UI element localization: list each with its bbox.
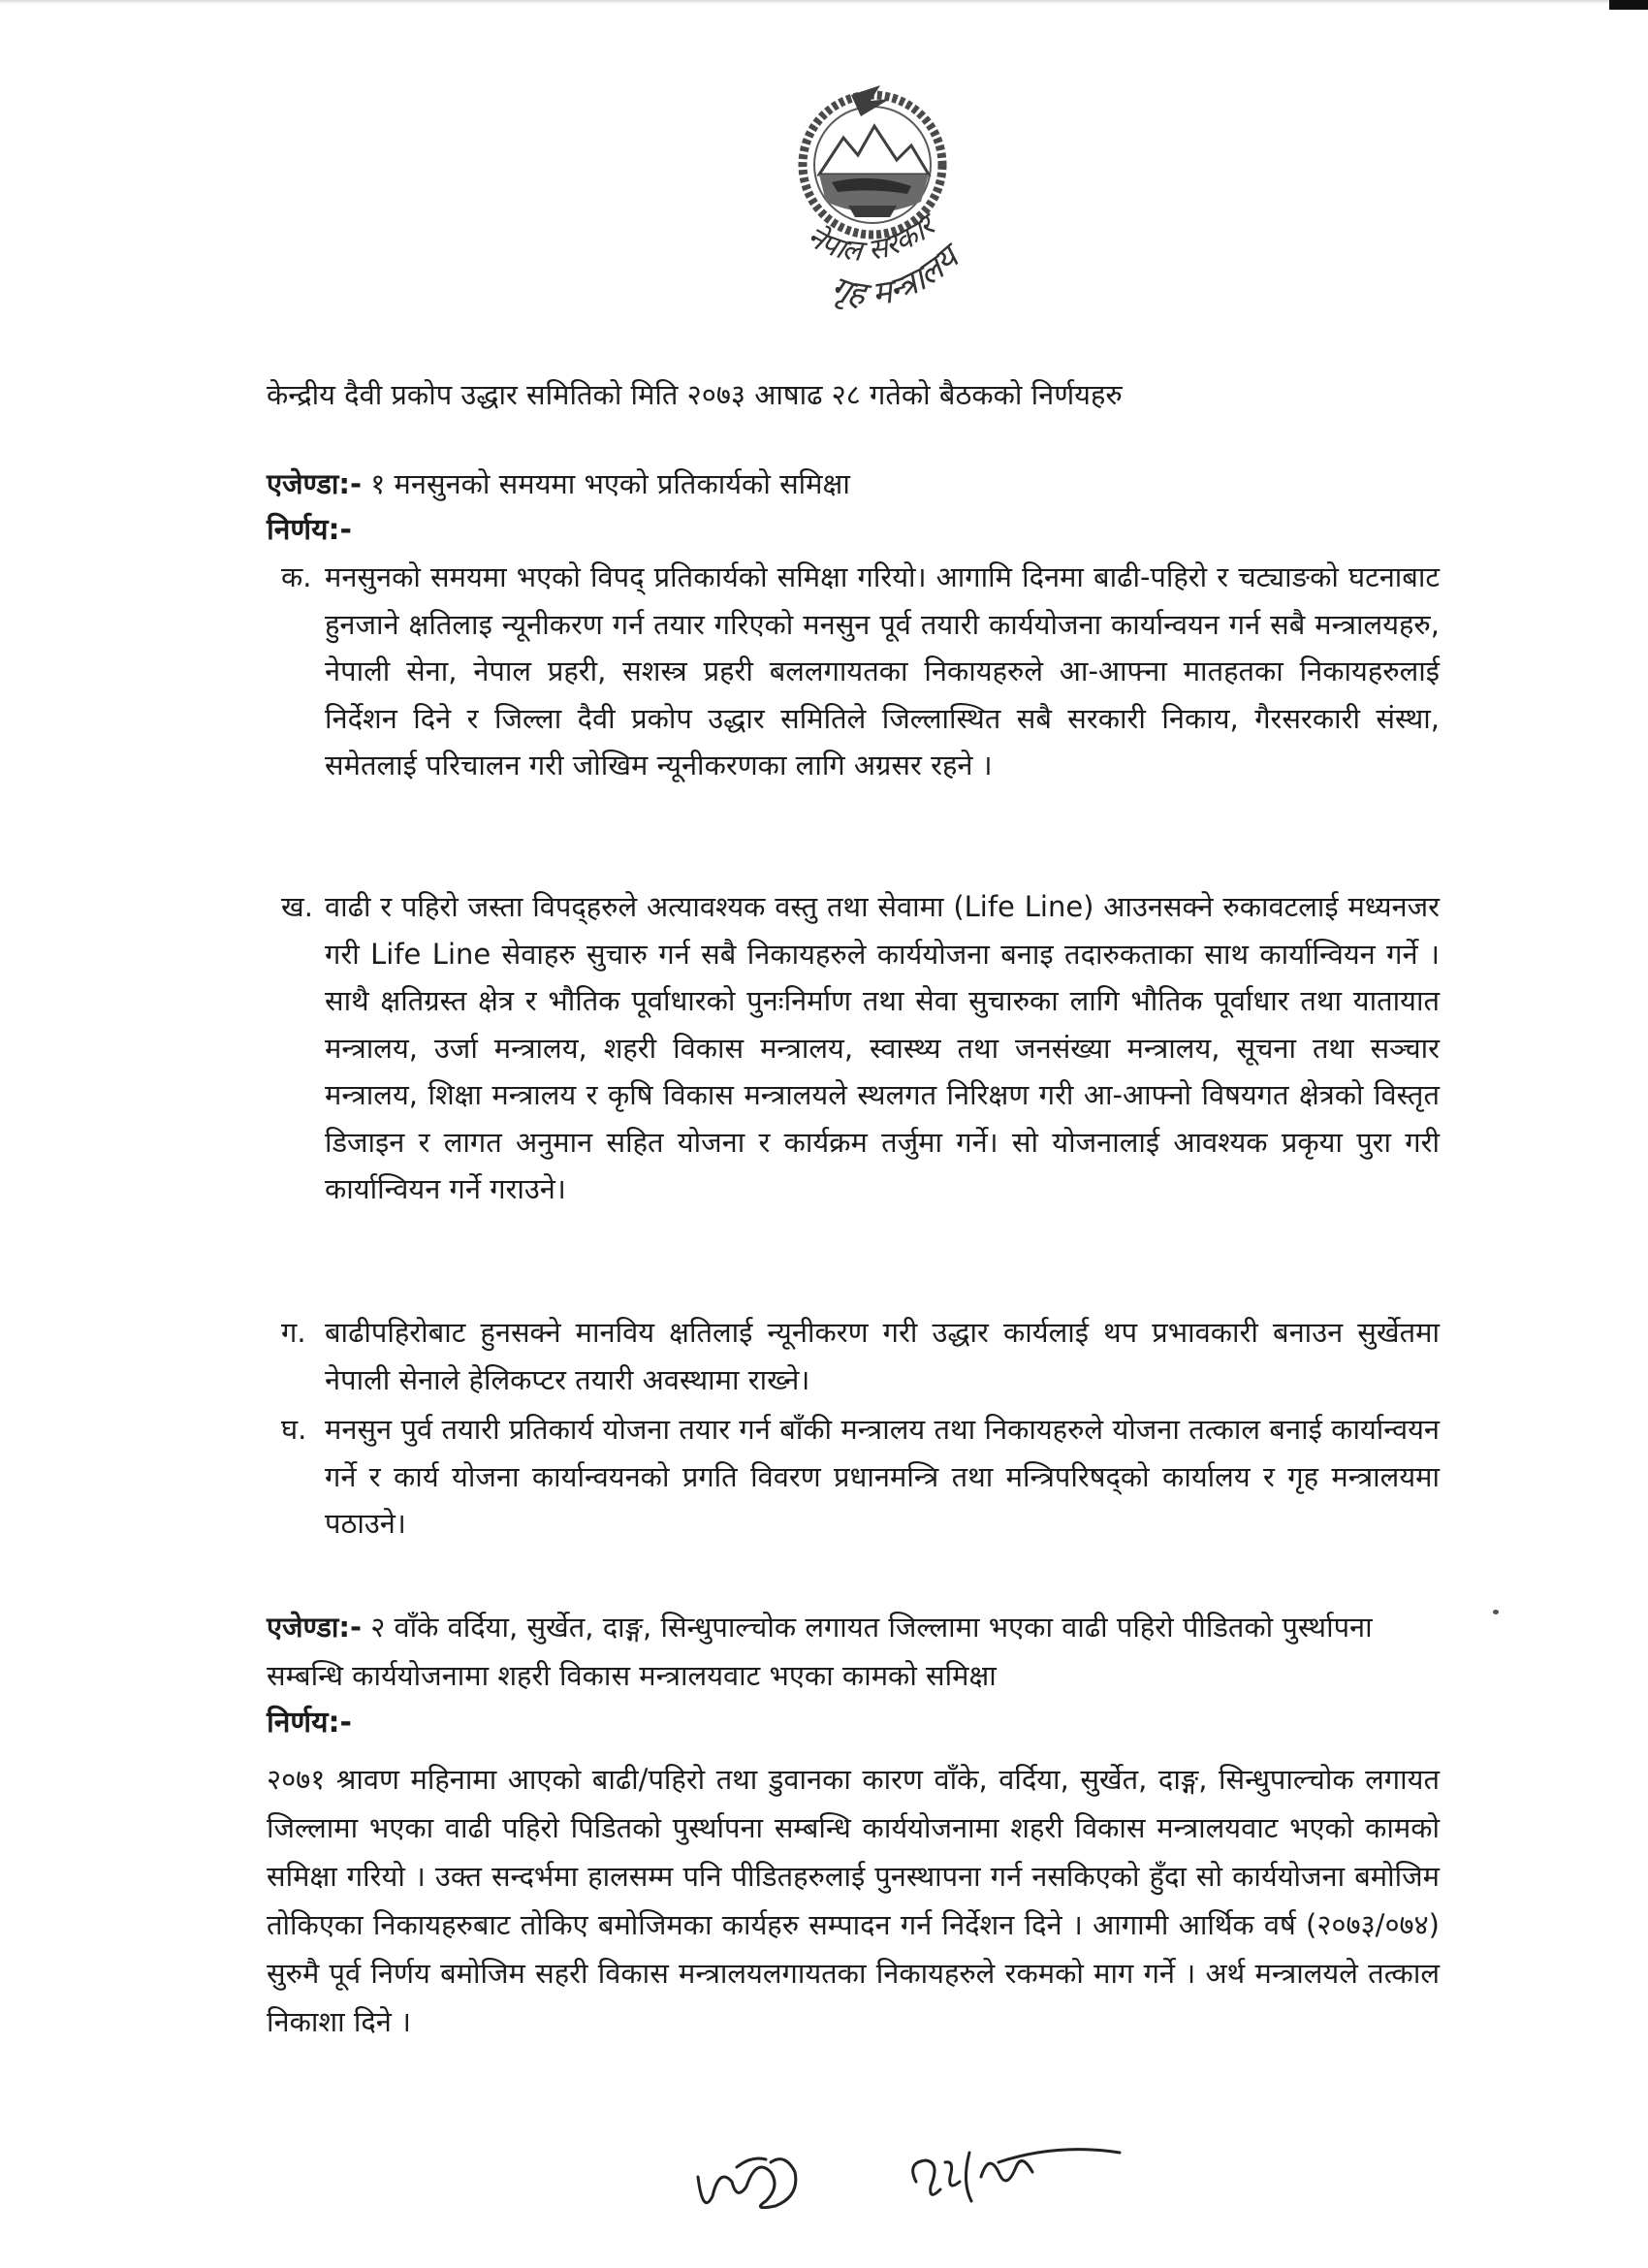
decision-2-text: २०७१ श्रावण महिनामा आएको बाढी/पहिरो तथा डुवानका कारण वाँके, वर्दिया, सुर्खेत, दाङ्ग, सिन्धुपाल्चोक लगायत जिल्लामा भएका वाढी पहिरो पिडितको पुर्स्थापना सम्बन्धि कार्ययोजनामा शहरी विकास मन्त्रालयवाट भएको कामको समिक्षा गरियो । उक्त सन्दर्भमा हालसम्म पनि पीडितहरुलाई पुनस्थापना गर्न नसकिएको हुँदा सो कार्ययोजना बमोजिम तोकिएका निकायहरुबाट तोकिए बमोजिमका कार्यहरु सम्पादन गर्न निर्देशन दिने । आगामी आर्थिक वर्ष (२०७३/०७४) सुरुमै पूर्व निर्णय बमोजिम सहरी विकास मन्त्रालयलगायतका निकायहरुले रकमको माग गर्ने । अर्थ मन्त्रालयले तत्काल निकाशा दिने । [267,1763,1440,2038]
decision-item-text: मनसुनको समयमा भएको विपद् प्रतिकार्यको समिक्षा गरियो। आगामि दिनमा बाढी-पहिरो र चट्याङको घटनाबाट हुनजाने क्षतिलाइ न्यूनीकरण गर्न तयार गरिएको मनसुन पूर्व तयारी कार्ययोजना कार्यान्वयन गर्न सबै मन्त्रालयहरु, नेपाली सेना, नेपाल प्रहरी, सशस्त्र प्रहरी बललगायतका निकायहरुले आ-आफ्ना मातहतका निकायहरुलाई निर्देशन दिने र जिल्ला दैवी प्रकोप उद्धार समितिले जिल्लास्थित सबै सरकारी निकाय, गैरसरकारी संस्था, समेतलाई परिचालन गरी जोखिम न्यूनीकरणका लागि अग्रसर रहने । [325,560,1440,782]
signature-2 [902,2133,1134,2220]
agenda-1 [267,461,1430,507]
emblem-text-line1: नेपाल सरकार [801,208,941,269]
scan-edge [0,0,1648,4]
decision-item-mark: घ. [281,1413,307,1446]
emblem-icon [766,78,998,339]
decision-item-text: वाढी र पहिरो जस्ता विपद्हरुले अत्यावश्यक वस्तु तथा सेवामा (Life Line) आउनसक्ने रुकावटलाई मध्यनजर गरी Life Line सेवाहरु सुचारु गर्न सबै निकायहरुले कार्ययोजना बनाइ तदारुकताका साथ कार्यान्वियन गर्ने । साथै क्षतिग्रस्त क्षेत्र र भौतिक पूर्वाधारको पुनःनिर्माण तथा सेवा सुचारुका लागि भौतिक पूर्वाधार तथा यातायात मन्त्रालय, उर्जा मन्त्रालय, शहरी विकास मन्त्रालय, स्वास्थ्य तथा जनसंख्या मन्त्रालय, सूचना तथा सञ्चार मन्त्रालय, शिक्षा मन्त्रालय र कृषि विकास मन्त्रालयले स्थलगत निरिक्षण गरी आ-आफ्नो विषयगत क्षेत्रको विस्तृत डिजाइन र लागत अनुमान सहित योजना र कार्यक्रम तर्जुमा गर्ने। सो योजनालाई आवश्यक प्रकृया पुरा गरी कार्यान्वियन गर्ने गराउने। [325,890,1440,1205]
decision-item-text: मनसुन पुर्व तयारी प्रतिकार्य योजना तयार गर्न बाँकी मन्त्रालय तथा निकायहरुले योजना तत्काल बनाई कार्यान्वयन गर्ने र कार्य योजना कार्यान्वयनको प्रगति विवरण प्रधानमन्त्रि तथा मन्त्रिपरिषद्को कार्यालय र गृह मन्त्रालयमा पठाउने। [325,1413,1440,1540]
scan-speck [1493,1610,1499,1614]
decision-item-gha [281,1406,1440,1548]
signature-1 [679,2128,834,2235]
emblem-text-line2: गृह मन्त्रालय [825,239,967,314]
agenda-1-label: एजेण्डा:- [267,467,362,500]
decision-item-mark: ग. [281,1316,306,1349]
agenda-2-label: एजेण्डा:- [267,1611,362,1644]
decision-2-label: निर्णय:- [267,1706,352,1740]
decision-item-ga [281,1309,1440,1403]
agenda-1-text: १ मनसुनको समयमा भएको प्रतिकार्यको समिक्षा [370,467,850,500]
decision-item-text: बाढीपहिरोबाट हुनसक्ने मानविय क्षतिलाई न्यूनीकरण गरी उद्धार कार्यलाई थप प्रभावकारी बनाउन सुर्खेतमा नेपाली सेनाले हेलिकप्टर तयारी अवस्थामा राख्ने। [325,1316,1440,1396]
decision-item-mark: क. [281,560,312,593]
document-heading: केन्द्रीय दैवी प्रकोप उद्धार समितिको मिति २०७३ आषाढ २८ गतेको बैठकको निर्णयहरु [267,378,1123,411]
decision-item-kha [281,883,1440,1213]
agenda-2 [267,1603,1430,1700]
decision-item-mark: ख. [281,890,313,923]
scan-corner-mark [1609,0,1648,10]
decision-1-label: निर्णय:- [267,513,352,547]
nepal-government-emblem [766,78,998,339]
decision-item-ka [281,554,1440,789]
agenda-2-text: २ वाँके वर्दिया, सुर्खेत, दाङ्ग, सिन्धुपाल्चोक लगायत जिल्लामा भएका वाढी पहिरो पीडितको पुर्स्थापना सम्बन्धि कार्ययोजनामा शहरी विकास मन्त्रालयवाट भएका कामको समिक्षा [267,1611,1373,1692]
